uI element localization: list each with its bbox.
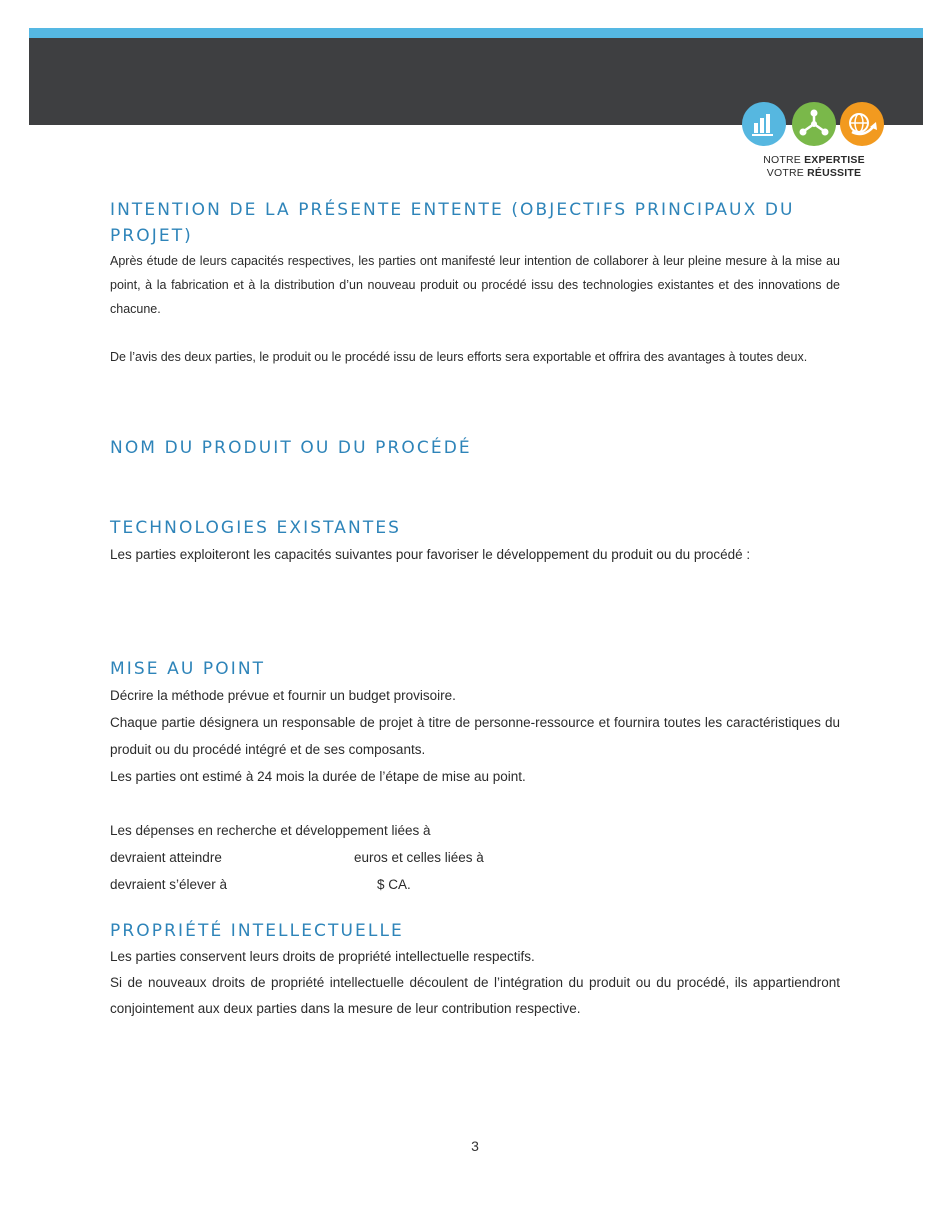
intention-paragraph-1: Après étude de leurs capacités respectives, les parties ont manifesté leur intention de collaborer à leur pleine mesure à la mise au point, à la fabrication et à la distribution d’un nouveau produit ou procédé issu des technologies existantes et des innovations de chacune. xyxy=(110,254,840,316)
mise-au-point-paragraph-2: Chaque partie désignera un responsable de projet à titre de personne-ressource et fournira toutes les caractéristiques du produit ou du procédé intégré et de ses composants. xyxy=(110,715,840,757)
depenses-line-2 xyxy=(110,844,840,871)
technologies-paragraph: Les parties exploiteront les capacités suivantes pour favoriser le développement du produit ou du procédé : xyxy=(110,547,751,562)
depenses-line-3-label: devraient s’élever à xyxy=(110,877,228,892)
propriete-paragraph-2: Si de nouveaux droits de propriété intellectuelle découlent de l’intégration du produit ou du procédé, ils appartiendront conjointement aux deux parties dans la mesure de leur contribution respective. xyxy=(110,975,840,1016)
intention-paragraph-2: De l’avis des deux parties, le produit ou le procédé issu de leurs efforts sera exportable et offrira des avantages à toutes deux. xyxy=(110,350,808,364)
depenses-line-3 xyxy=(110,871,840,898)
propriete-paragraph-1: Les parties conservent leurs droits de propriété intellectuelle respectifs. xyxy=(110,949,535,964)
depenses-line-2-suffix: euros et celles liées à xyxy=(354,850,484,865)
page-number: 3 xyxy=(471,1138,479,1154)
bar-chart-icon xyxy=(742,102,786,146)
mise-au-point-paragraph-1: Décrire la méthode prévue et fournir un budget provisoire. xyxy=(110,688,456,703)
document-body xyxy=(110,197,840,1022)
depenses-line-3-suffix: $ CA. xyxy=(377,877,411,892)
mise-au-point-paragraph-3: Les parties ont estimé à 24 mois la durée de l’étape de mise au point. xyxy=(110,769,526,784)
header-accent-bar xyxy=(29,28,923,38)
section-heading-nom: NOM DU PRODUIT OU DU PROCÉDÉ xyxy=(110,438,472,458)
depenses-line-2-label: devraient atteindre xyxy=(110,850,222,865)
globe-arrow-icon xyxy=(840,102,884,146)
section-heading-propriete: PROPRIÉTÉ INTELLECTUELLE xyxy=(110,921,404,941)
section-heading-mise-au-point: MISE AU POINT xyxy=(110,659,266,679)
section-heading-intention: INTENTION DE LA PRÉSENTE ENTENTE (OBJECTIFS PRINCIPAUX DU PROJET) xyxy=(110,200,795,246)
company-logo xyxy=(742,102,886,182)
section-heading-technologies: TECHNOLOGIES EXISTANTES xyxy=(110,518,402,538)
network-icon xyxy=(792,102,836,146)
logo-tagline: NOTRE EXPERTISE VOTRE RÉUSSITE xyxy=(763,154,865,179)
depenses-line-1: Les dépenses en recherche et développement liées à xyxy=(110,823,431,838)
